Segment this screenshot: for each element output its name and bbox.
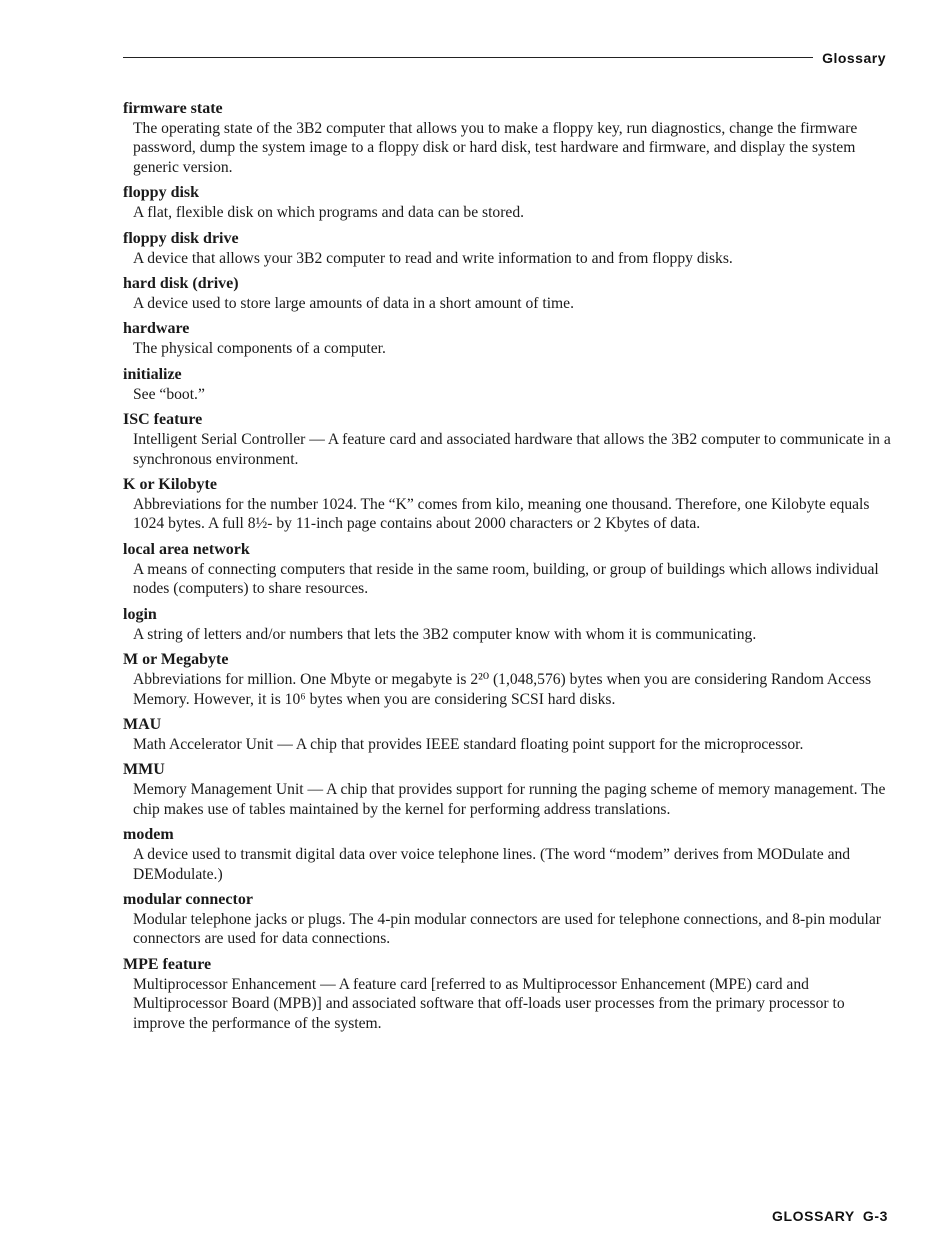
glossary-entries (123, 99, 893, 1039)
glossary-definition: A device used to transmit digital data over voice telephone lines. (The word “modem” derives from MODulate and DEModulate.) (133, 846, 851, 883)
glossary-term: MMU (123, 761, 165, 779)
glossary-entry (123, 540, 893, 599)
glossary-term: modem (123, 826, 174, 844)
glossary-term: floppy disk drive (123, 229, 239, 247)
glossary-definition: A means of connecting computers that reside in the same room, building, or group of buildings which allows individual nodes (computers) to share resources. (133, 560, 879, 598)
header-rule (123, 57, 813, 58)
glossary-entry (123, 183, 893, 222)
glossary-term: MPE feature (123, 955, 212, 973)
glossary-term: login (123, 605, 157, 623)
glossary-definition: A device that allows your 3B2 computer to read and write information to and from floppy disks. (133, 249, 733, 267)
glossary-definition: Modular telephone jacks or plugs. The 4-pin modular connectors are used for telephone connections, and 8-pin modular connectors are used for data connections. (133, 910, 881, 948)
glossary-term: hardware (123, 320, 190, 338)
glossary-entry (123, 229, 893, 268)
glossary-definition: Intelligent Serial Controller — A feature card and associated hardware that allows the 3B2 computer to communicate in a synchronous environment. (133, 431, 891, 468)
glossary-entry (123, 99, 893, 177)
glossary-definition: The operating state of the 3B2 computer that allows you to make a floppy key, run diagnostics, change the firmware password, dump the system image to a floppy disk or hard disk, test hardware and firmware, and display the system generic version. (133, 120, 858, 176)
glossary-definition: A flat, flexible disk on which programs and data can be stored. (133, 204, 525, 222)
glossary-term: local area network (123, 540, 250, 558)
glossary-definition: Abbreviations for the number 1024. The “K” comes from kilo, meaning one thousand. Therefore, one Kilobyte equals 1024 bytes. A full 8½- by 11-inch page contains about 2000 characters or 2 Kbytes of data. (133, 496, 870, 533)
page-footer (772, 1208, 888, 1224)
glossary-definition: A string of letters and/or numbers that lets the 3B2 computer know with whom it is communicating. (133, 625, 757, 643)
glossary-entry (123, 825, 893, 884)
glossary-entry (123, 319, 893, 358)
glossary-term: initialize (123, 365, 182, 383)
glossary-entry (123, 274, 893, 313)
glossary-definition: A device used to store large amounts of data in a short amount of time. (133, 295, 574, 313)
glossary-entry (123, 955, 893, 1033)
page-header-title: Glossary (822, 50, 886, 66)
glossary-term: modular connector (123, 890, 253, 908)
glossary-entry (123, 715, 893, 754)
glossary-definition: Multiprocessor Enhancement — A feature card [referred to as Multiprocessor Enhancement (MPE) card and Multiprocessor Board (MPB)] and associated software that off-loads user processes from the primary processor to improve the performance of the system. (133, 975, 845, 1032)
glossary-entry (123, 605, 893, 644)
glossary-definition: The physical components of a computer. (133, 340, 386, 358)
glossary-term: firmware state (123, 100, 223, 117)
glossary-term: M or Megabyte (123, 651, 229, 669)
glossary-entry (123, 365, 893, 404)
glossary-definition: Abbreviations for million. One Mbyte or megabyte is 2²⁰ (1,048,576) bytes when you are considering Random Access Memory. However, it is 10⁶ bytes when you are considering SCSI hard disks. (133, 671, 872, 708)
glossary-term: hard disk (drive) (123, 275, 239, 293)
glossary-definition: Math Accelerator Unit — A chip that provides IEEE standard floating point support for the microprocessor. (133, 735, 804, 753)
glossary-entry (123, 410, 893, 469)
glossary-term: K or Kilobyte (123, 476, 217, 494)
glossary-entry (123, 650, 893, 709)
glossary-entry (123, 890, 893, 949)
glossary-term: ISC feature (123, 411, 203, 429)
glossary-term: floppy disk (123, 184, 200, 202)
glossary-definition: Memory Management Unit — A chip that provides support for running the paging scheme of memory management. The chip makes use of tables maintained by the kernel for performing address translations. (133, 781, 886, 818)
glossary-entry (123, 475, 893, 534)
glossary-term: MAU (123, 715, 162, 733)
footer-section-label: GLOSSARY (772, 1208, 855, 1224)
glossary-definition: See “boot.” (133, 385, 205, 403)
footer-page-number: G-3 (862, 1208, 888, 1224)
glossary-entry (123, 760, 893, 819)
